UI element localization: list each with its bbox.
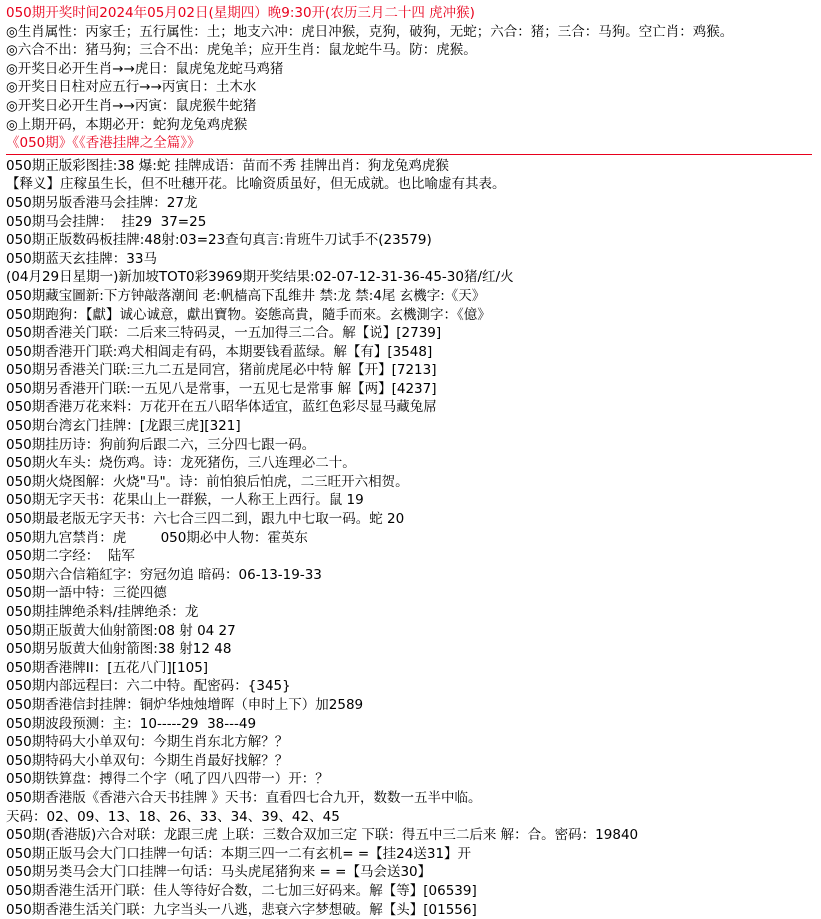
entry-line: 050期另香港关门联:三九二五是同宫，猪前虎尾必中特 解【开】[7213]	[6, 361, 821, 380]
entry-line: 050期火车头：烧伤鸡。诗：龙死猪伤，三八连理必二十。	[6, 454, 821, 473]
entry-line: 【释义】庄稼虽生长，但不吐穗开花。比喻资质虽好，但无成就。也比喻虚有其表。	[6, 175, 821, 194]
entry-line: 050期(香港版)六合对联：龙跟三虎 上联：三数合双加三定 下联：得五中三二后来 解：合。密码：19840	[6, 826, 821, 845]
entry-line: 050期九宫禁肖：虎 050期必中人物：霍英东	[6, 529, 821, 548]
entry-line: 050期正版马会大门口挂牌一句话：本期三四一二有玄机= =【挂24送31】开	[6, 845, 821, 864]
entry-line: 050期特码大小单双句：今期生肖东北方解？？	[6, 733, 821, 752]
entry-line: 050期特码大小单双句：今期生肖最好找解？？	[6, 752, 821, 771]
attribute-line: ◎开奖日日柱对应五行→→丙寅日：土木水	[6, 78, 821, 97]
entry-line: 050期香港牌II：[五花八门][105]	[6, 659, 821, 678]
section-title: 《050期》《《香港挂牌之全篇》》	[6, 134, 821, 153]
entry-line: 050期另版香港马会挂牌：27龙	[6, 194, 821, 213]
entry-line: 050期挂历诗：狗前狗后跟二六，三分四七跟一码。	[6, 436, 821, 455]
entry-line: 050期铁算盘：搏得二个字（吼了四八四带一）开：？	[6, 770, 821, 789]
entry-line: 050期马会挂牌： 挂29 37=25	[6, 213, 821, 232]
entry-line: 050期蓝天玄挂牌：33马	[6, 250, 821, 269]
entry-line: 050期正版黄大仙射箭图:08 射 04 27	[6, 622, 821, 641]
page-title: 050期开奖时间2024年05月02日(星期四）晚9:30开(农历三月二十四 虎冲猴)	[6, 4, 821, 23]
attribute-line: ◎六合不出：猪马狗；三合不出：虎兔羊；应开生肖：鼠龙蛇牛马。防：虎猴。	[6, 41, 821, 60]
attribute-line: ◎上期开码，本期必开：蛇狗龙兔鸡虎猴	[6, 116, 821, 135]
entry-line: 050期无字天书：花果山上一群猴，一人称王上西行。鼠 19	[6, 491, 821, 510]
entry-line: 050期跑狗：【獻】诚心诚意，獻出寶物。姿態高貴，隨手而來。玄機測字：《億》	[6, 306, 821, 325]
entry-line: 050期香港生活开门联：佳人等待好合数，二七加三好码来。解【等】[06539]	[6, 882, 821, 901]
attributes-block	[6, 23, 821, 135]
entry-line: 050期另香港开门联:一五见八是常事，一五见七是常事 解【两】[4237]	[6, 380, 821, 399]
entry-line: 050期最老版无字天书：六七合三四二到，跟九中七取一码。蛇 20	[6, 510, 821, 529]
entry-line: 050期香港生活关门联：九字当头一八逃，悲衰六字梦想破。解【头】[01556]	[6, 901, 821, 919]
entry-line: 050期另类马会大门口挂牌一句话：马头虎尾猪狗来 = =【马会送30】	[6, 863, 821, 882]
entry-line: 050期内部远程曰：六二中特。配密码：{345}	[6, 677, 821, 696]
entries-block	[6, 157, 821, 919]
entry-line: 050期香港开门联:鸡犬相阊走有码，本期要钱看蓝绿。解【有】[3548]	[6, 343, 821, 362]
entry-line: (04月29日星期一)新加坡TOT0彩3969期开奖结果:02-07-12-31-36-45-30猪/红/火	[6, 268, 821, 287]
entry-line: 050期六合信箱紅字：穷冠勿追 暗码：06-13-19-33	[6, 566, 821, 585]
entry-line: 050期另版黄大仙射箭图:38 射12 48	[6, 640, 821, 659]
entry-line: 050期一語中特：三從四德	[6, 584, 821, 603]
entry-line: 050期香港万花来料：万花开在五八昭华体适宜，蓝红色彩尽显马藏兔屌	[6, 398, 821, 417]
attribute-line: ◎开奖日必开生肖→→虎日：鼠虎兔龙蛇马鸡猪	[6, 60, 821, 79]
entry-line: 050期波段预测：主：10-----29 38---49	[6, 715, 821, 734]
attribute-line: ◎开奖日必开生肖→→丙寅：鼠虎猴牛蛇猪	[6, 97, 821, 116]
entry-line: 050期正版数码板挂牌:48射:03=23查句真言:肯班牛刀试手不(23579)	[6, 231, 821, 250]
entry-line: 050期正版彩图挂:38 爆:蛇 挂牌成语：苗而不秀 挂牌出肖：狗龙兔鸡虎猴	[6, 157, 821, 176]
entry-line: 050期火烧图解：火烧"马"。诗：前怕狼后怕虎，二三旺开六相贺。	[6, 473, 821, 492]
entry-line: 050期香港版《香港六合天书挂牌 》天书：直看四七合九开，数数一五半中临。	[6, 789, 821, 808]
divider	[6, 154, 812, 155]
entry-line: 050期二字经： 陆军	[6, 547, 821, 566]
entry-line: 050期台湾玄门挂牌：[龙跟三虎][321]	[6, 417, 821, 436]
entry-line: 050期香港关门联：二后来三特码灵，一五加得三二合。解【说】[2739]	[6, 324, 821, 343]
entry-line: 天码：02、09、13、18、26、33、34、39、42、45	[6, 808, 821, 827]
entry-line: 050期挂牌绝杀料/挂牌绝杀：龙	[6, 603, 821, 622]
entry-line: 050期藏宝圖新:下方钟敲落潮间 老:帆樯高下乱维井 禁:龙 禁:4尾 玄機字:《天》	[6, 287, 821, 306]
attribute-line: ◎生肖属性：丙家壬；五行属性：土；地支六冲：虎日冲猴，克狗，破狗，无蛇；六合：猪；三合：马狗。空亡肖：鸡猴。	[6, 23, 821, 42]
entry-line: 050期香港信封挂牌：铜炉华烛烛增晖（申时上下）加2589	[6, 696, 821, 715]
